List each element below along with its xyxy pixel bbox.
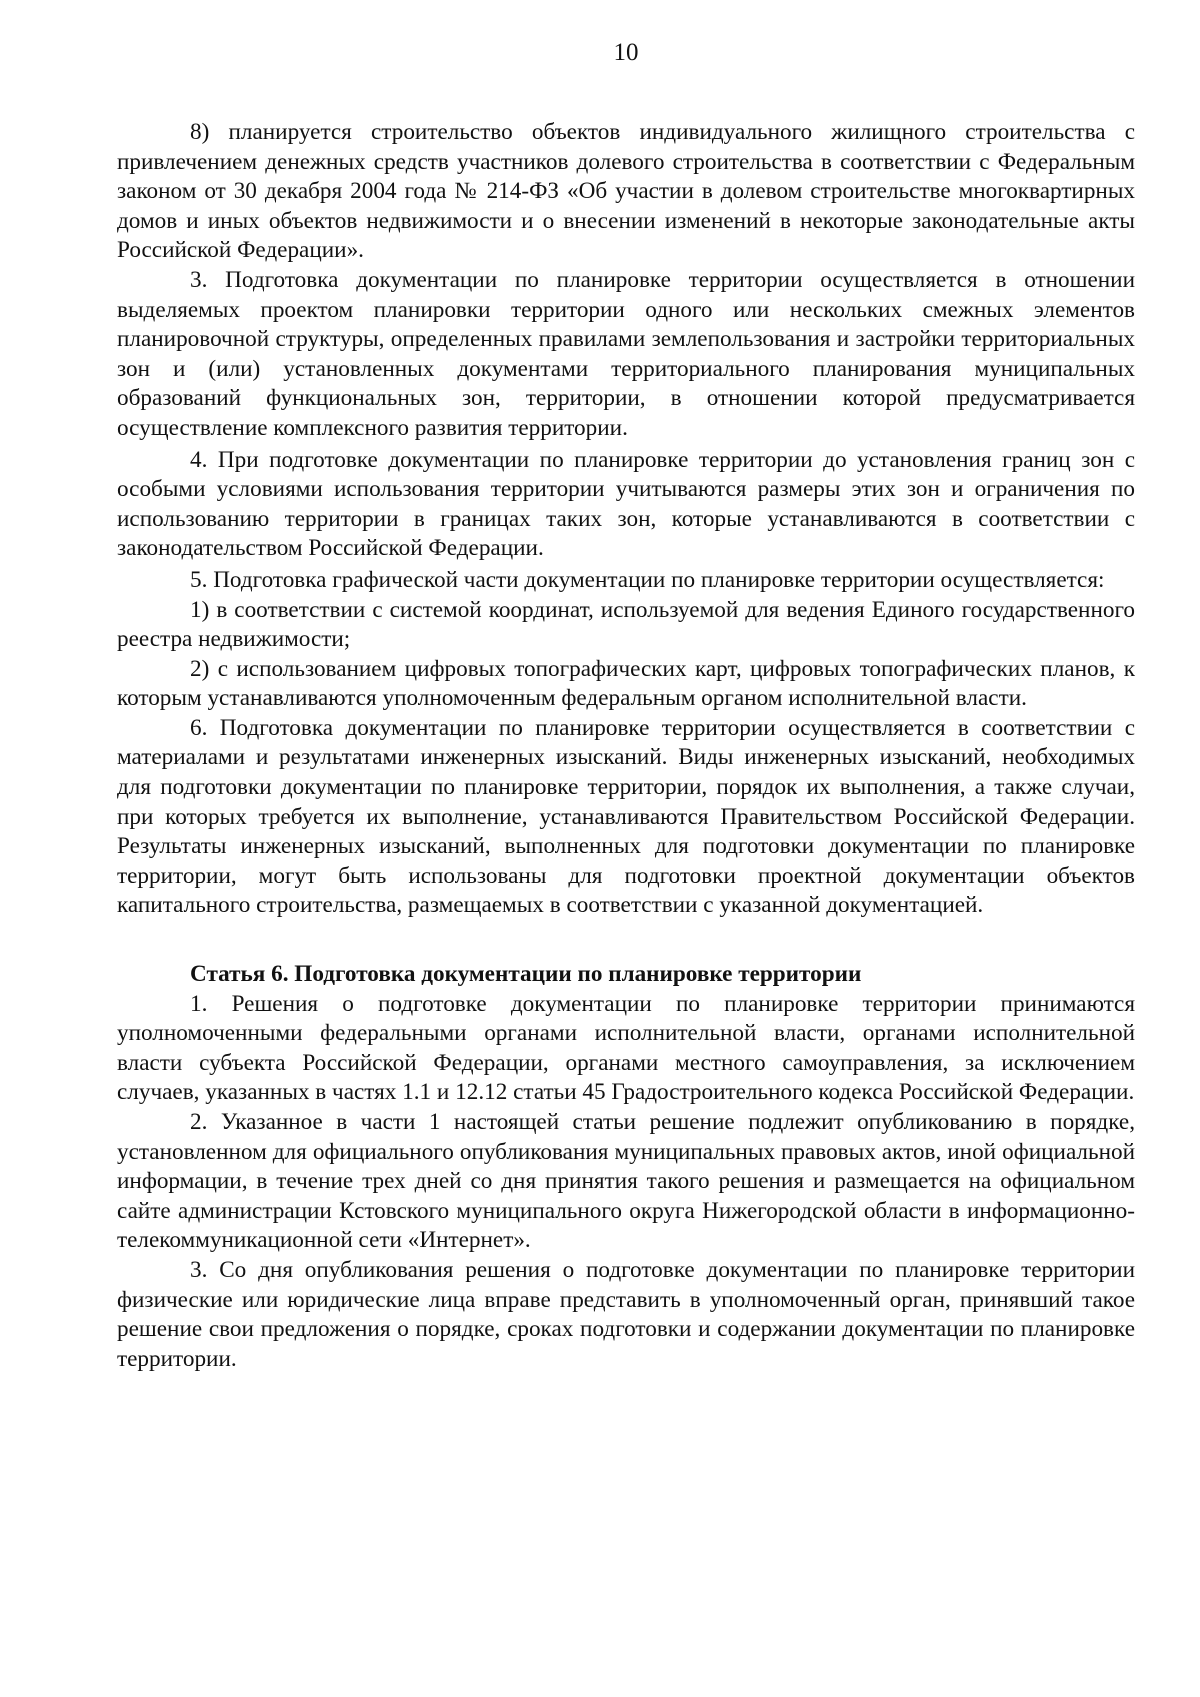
article-paragraph-3: 3. Со дня опубликования решения о подготовке документации по планировке территории физические или юридические лица вправе представить в уполномоченный орган, принявший такое решение свои предложения о порядке, сроках подготовки и содержании документации по планировке территории. xyxy=(117,1256,1135,1372)
paragraph-5: 5. Подготовка графической части документации по планировке территории осуществляется: xyxy=(190,566,1105,593)
article-paragraph-1: 1. Решения о подготовке документации по планировке территории принимаются уполномоченными федеральными органами исполнительной власти, органами исполнительной власти субъекта Российской Федерации, органами местного самоуправления, за исключением случаев, указанных в частях 1.1 и 12.12 статьи 45 Градостроительного кодекса Российской Федерации. xyxy=(117,990,1135,1106)
page-number: 10 xyxy=(613,39,639,66)
paragraph-5-item-1: 1) в соответствии с системой координат, используемой для ведения Единого государственного реестра недвижимости; xyxy=(117,596,1135,653)
article-heading: Статья 6. Подготовка документации по планировке территории xyxy=(190,961,862,988)
paragraph-4: 4. При подготовке документации по планировке территории до установления границ зон с особыми условиями использования территории учитываются размеры этих зон и ограничения по использованию территории в границах таких зон, которые устанавливаются в соответствии с законодательством Российской Федерации. xyxy=(117,446,1135,562)
paragraph-item-8: 8) планируется строительство объектов индивидуального жилищного строительства с привлечением денежных средств участников долевого строительства в соответствии с Федеральным законом от 30 декабря 2004 года № 214-ФЗ «Об участии в долевом строительстве многоквартирных домов и иных объектов недвижимости и о внесении изменений в некоторые законодательные акты Российской Федерации». xyxy=(117,119,1135,264)
paragraph-3: 3. Подготовка документации по планировке территории осуществляется в отношении выделяемых проектом планировки территории одного или нескольких смежных элементов планировочной структуры, определенных правилами землепользования и застройки территориальных зон и (или) установленных документами территориального планирования муниципальных образований функциональных зон, территории, в отношении которой предусматривается осуществление комплексного развития территории. xyxy=(117,266,1135,441)
paragraph-5-item-2: 2) с использованием цифровых топографических карт, цифровых топографических планов, к которым устанавливаются уполномоченным федеральным органом исполнительной власти. xyxy=(117,655,1135,712)
article-paragraph-2: 2. Указанное в части 1 настоящей статьи решение подлежит опубликованию в порядке, установленном для официального опубликования муниципальных правовых актов, иной официальной информации, в течение трех дней со дня принятия такого решения и размещается на официальном сайте администрации Кстовского муниципального округа Нижегородской области в информационно-телекоммуникационной сети «Интернет». xyxy=(117,1109,1135,1254)
paragraph-6: 6. Подготовка документации по планировке территории осуществляется в соответствии с материалами и результатами инженерных изысканий. Виды инженерных изысканий, необходимых для подготовки документации по планировке территории, порядок их выполнения, а также случаи, при которых требуется их выполнение, устанавливаются Правительством Российской Федерации. Результаты инженерных изысканий, выполненных для подготовки документации по планировке территории, могут быть использованы для подготовки проектной документации объектов капитального строительства, размещаемых в соответствии с указанной документацией. xyxy=(117,714,1135,919)
document-page xyxy=(117,38,1135,1374)
